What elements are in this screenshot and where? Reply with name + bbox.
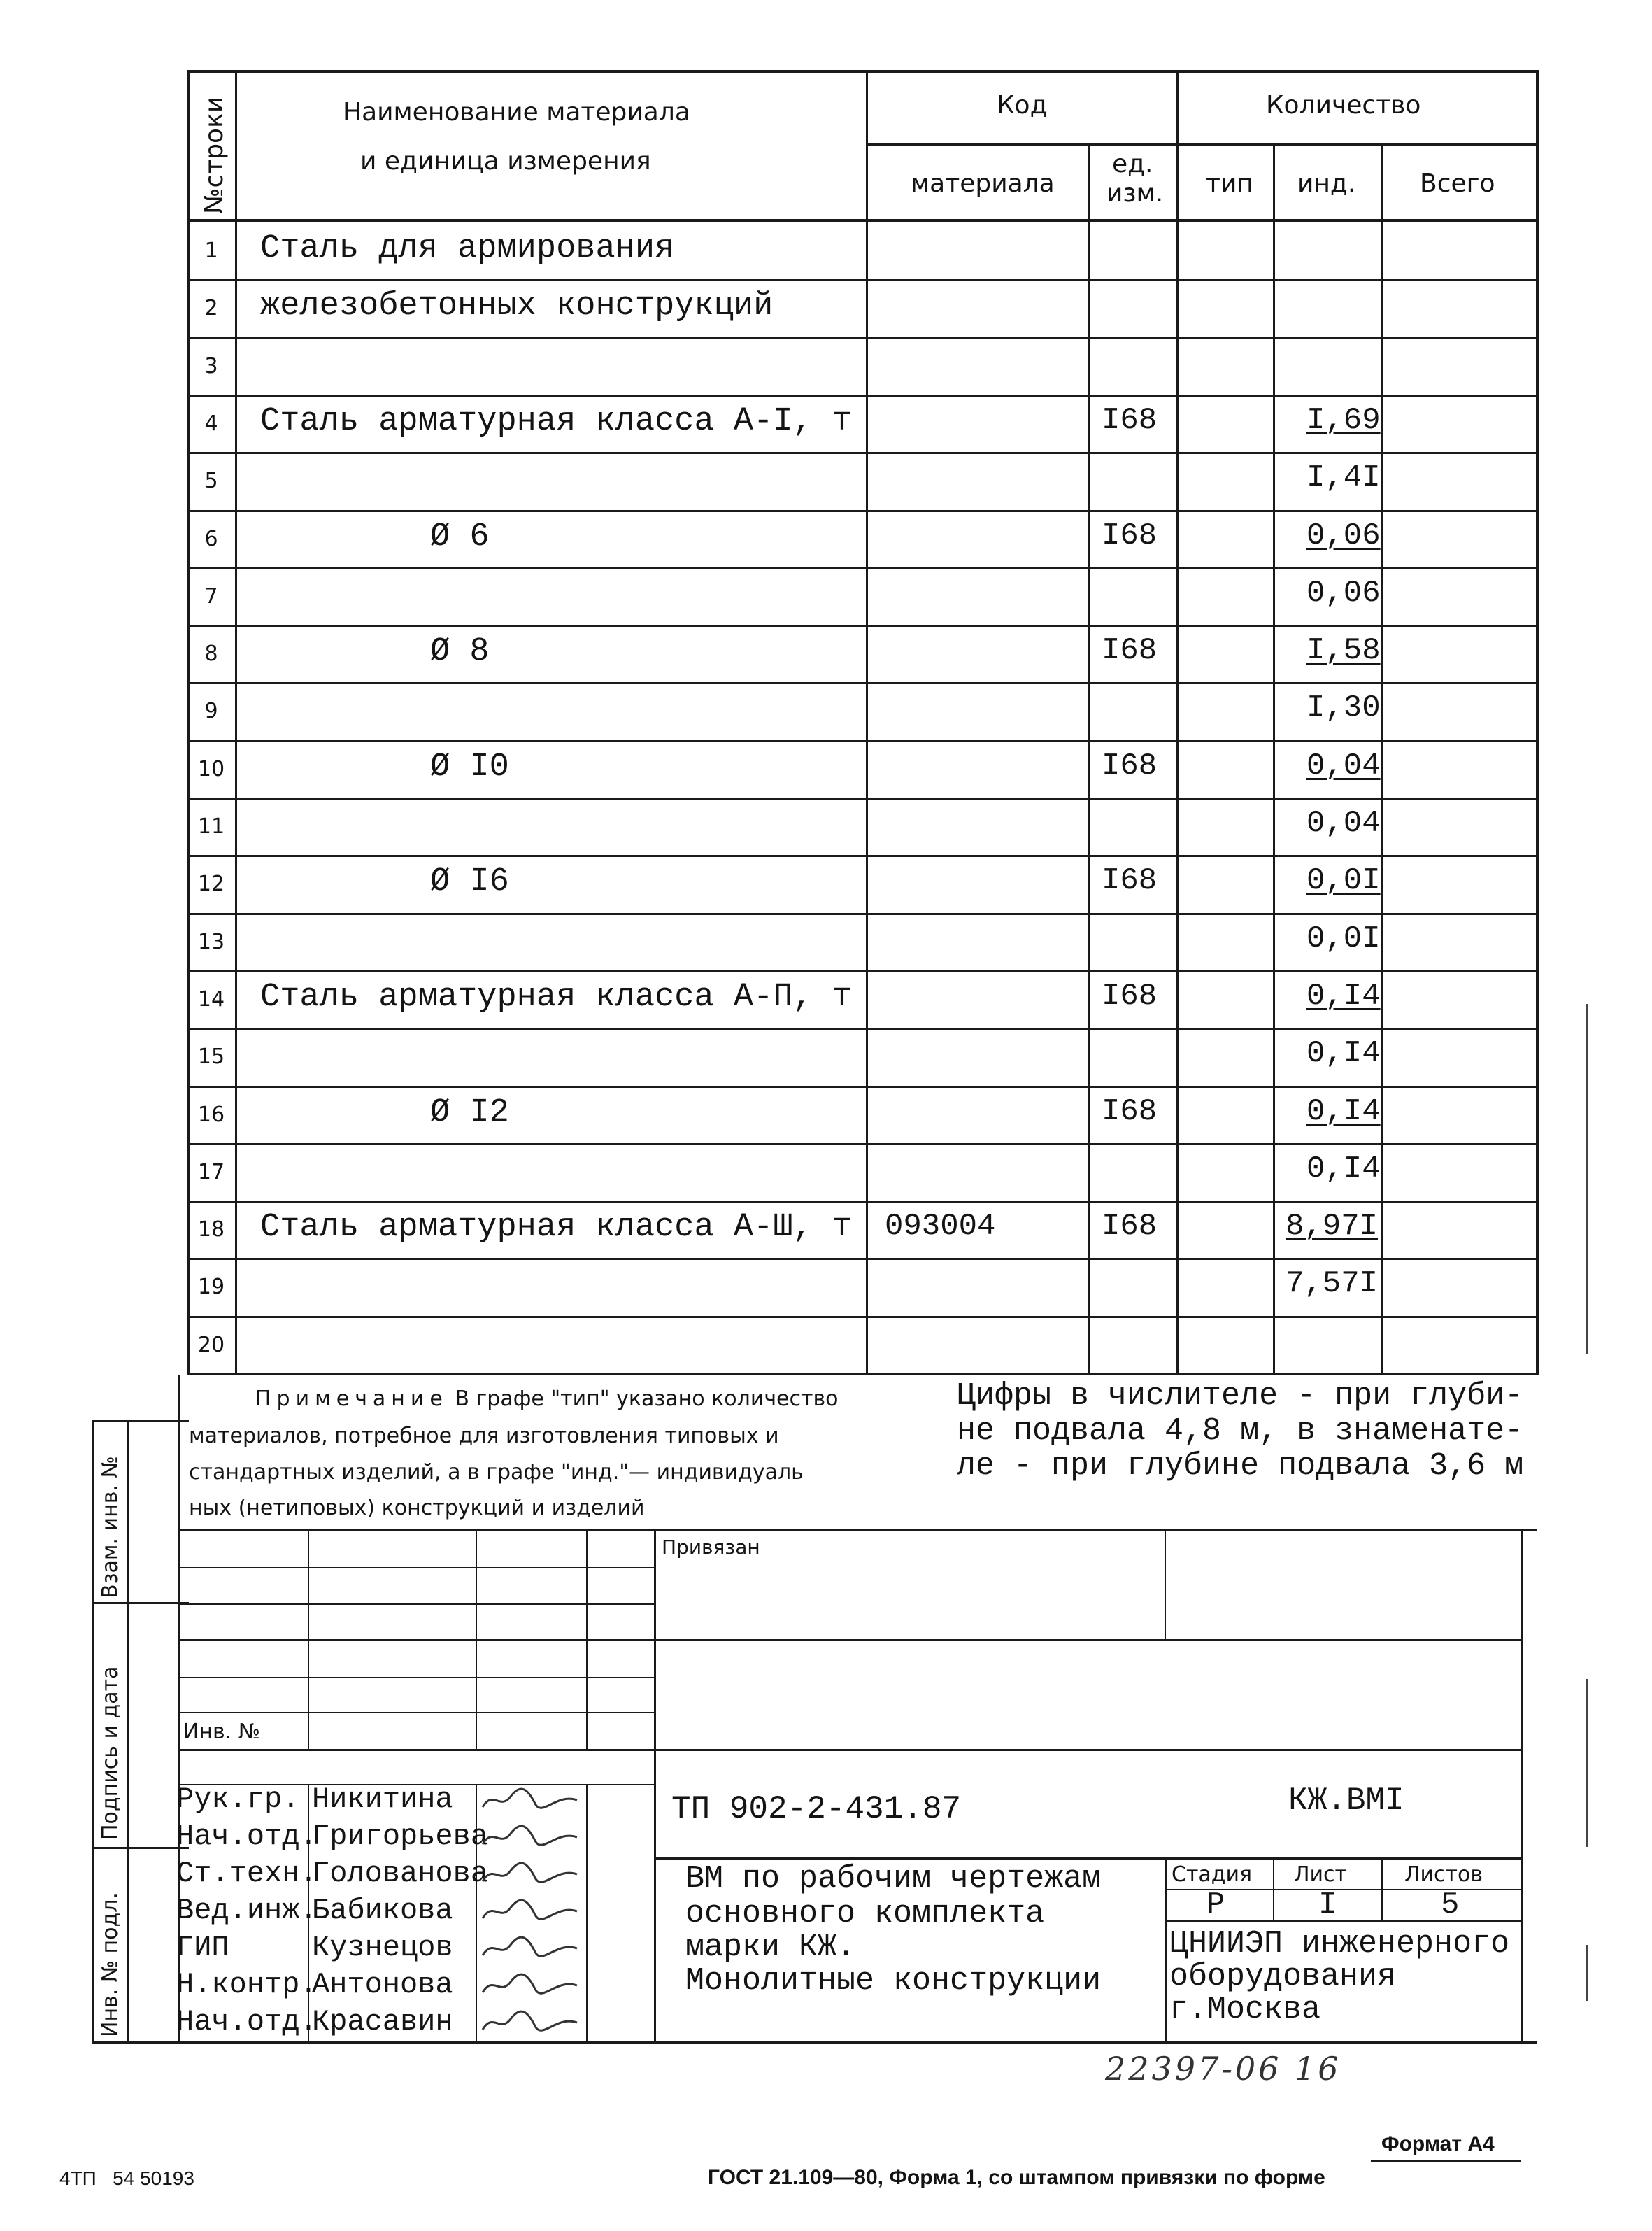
note-right-1: Цифры в числителе - при глуби-	[957, 1378, 1524, 1414]
privyazan-label: Привязан	[662, 1536, 760, 1559]
signature-scribble	[479, 1783, 584, 1818]
signatory-role: Вед.инж.	[176, 1894, 318, 1927]
row-name: Ø 8	[430, 633, 490, 671]
row-name: железобетонных конструкций	[260, 288, 774, 325]
row-ind-qty: 0,I4	[1306, 1151, 1381, 1187]
row-separator	[187, 1143, 1539, 1145]
sheet-label: Лист	[1294, 1862, 1348, 1887]
header-name-line1: Наименование материала	[343, 98, 690, 127]
row-number: 17	[197, 1159, 225, 1184]
header-code: Код	[997, 91, 1048, 120]
doc-title-1: ВМ по рабочим чертежам	[685, 1861, 1102, 1897]
row-unit: I68	[1102, 863, 1158, 899]
header-code-unit-2: изм.	[1106, 179, 1164, 208]
row-separator	[187, 970, 1539, 972]
row-unit: I68	[1102, 978, 1158, 1014]
stage-value: Р	[1206, 1888, 1225, 1922]
row-number: 2	[204, 296, 218, 321]
row-number: 14	[197, 986, 225, 1012]
row-separator	[187, 798, 1539, 800]
row-unit: I68	[1102, 518, 1158, 553]
signatory-role: Н.контр.	[176, 1968, 318, 2002]
sheets-label: Листов	[1404, 1862, 1483, 1887]
signatory-role: Нач.отд.	[176, 1820, 318, 1853]
side-inv-podl: Инв. № подл.	[98, 1892, 122, 2037]
row-number: 15	[197, 1044, 225, 1070]
row-unit: I68	[1102, 748, 1158, 784]
row-separator	[187, 510, 1539, 512]
signatory-name: Бабикова	[312, 1894, 453, 1927]
header-code-unit-1: ед.	[1112, 150, 1153, 178]
signature-scribble	[479, 1857, 584, 1892]
row-number: 7	[204, 583, 218, 609]
signatory-name: Голованова	[312, 1857, 489, 1890]
header-quantity: Количество	[1266, 91, 1421, 120]
header-qty-ind: инд.	[1297, 169, 1356, 198]
doc-code: ТП 902-2-431.87	[671, 1791, 962, 1827]
row-number: 9	[204, 699, 218, 724]
header-row-number: №строки	[200, 96, 229, 214]
footer-rule	[1371, 2160, 1521, 2162]
row-separator	[187, 913, 1539, 915]
right-edge-mark	[1586, 1945, 1588, 2001]
row-number: 10	[197, 756, 225, 781]
signatory-role: ГИП	[176, 1931, 229, 1964]
signatory-role: Рук.гр.	[176, 1783, 300, 1816]
row-separator	[187, 625, 1539, 627]
doc-title-3: марки КЖ.	[685, 1929, 856, 1965]
row-ind-qty: I,58	[1306, 633, 1381, 669]
header-qty-total: Всего	[1420, 169, 1495, 198]
signatory-role: Ст.техн.	[176, 1857, 318, 1890]
row-unit: I68	[1102, 633, 1158, 669]
row-ind-qty: I,69	[1306, 402, 1381, 438]
row-separator	[187, 1028, 1539, 1030]
row-name: Ø I2	[430, 1093, 509, 1131]
sheet-value: I	[1318, 1888, 1337, 1922]
row-number: 3	[204, 353, 218, 378]
note-line-4: ных (нетиповых) конструкций и изделий	[189, 1496, 645, 1520]
row-ind-qty: 0,0I	[1306, 921, 1381, 956]
signatory-name: Никитина	[312, 1783, 453, 1816]
row-number: 4	[204, 411, 218, 436]
row-name: Ø 6	[430, 518, 490, 555]
row-number: 1	[204, 239, 218, 263]
row-number: 19	[197, 1275, 225, 1300]
header-name-line2: и единица измерения	[360, 147, 651, 176]
signatory-role: Нач.отд.	[176, 2005, 318, 2039]
signatory-name: Григорьева	[312, 1820, 489, 1853]
row-separator	[187, 1316, 1539, 1318]
header-code-material: материала	[911, 169, 1055, 198]
signature-scribble	[479, 1820, 584, 1855]
org-line-1: ЦНИИЭП инженерного	[1169, 1926, 1510, 1962]
row-ind-qty: 0,I4	[1306, 978, 1381, 1014]
row-unit: I68	[1102, 1093, 1158, 1129]
row-separator	[187, 395, 1539, 397]
handwritten-number: 22397-06 16	[1105, 2050, 1341, 2088]
row-number: 20	[197, 1332, 225, 1357]
row-number: 11	[197, 814, 225, 839]
row-separator	[187, 855, 1539, 857]
row-name: Сталь арматурная класса А-I, т	[260, 402, 853, 440]
signature-scribble	[479, 1931, 584, 1966]
row-ind-qty: 0,04	[1306, 806, 1381, 841]
signature-scribble	[479, 1968, 584, 2003]
row-separator	[187, 1201, 1539, 1203]
row-number: 8	[204, 642, 218, 667]
right-edge-mark	[1586, 1004, 1588, 1354]
row-ind-qty: 0,I4	[1306, 1036, 1381, 1072]
stage-label: Стадия	[1172, 1862, 1253, 1887]
row-name: Сталь арматурная класса А-Ш, т	[260, 1209, 853, 1247]
note-line-2: материалов, потребное для изготовления типовых и	[189, 1424, 779, 1448]
org-line-2: оборудования	[1169, 1959, 1397, 1995]
side-vzam-inv: Взам. инв. №	[98, 1456, 122, 1599]
org-line-3: г.Москва	[1169, 1992, 1321, 2027]
row-ind-qty: 0,I4	[1306, 1093, 1381, 1129]
inv-no-label: Инв. №	[183, 1720, 261, 1744]
row-unit: I68	[1102, 1209, 1158, 1245]
note-line-1: В графе "тип" указано количество	[448, 1387, 839, 1411]
row-separator	[187, 1086, 1539, 1088]
row-name: Сталь арматурная класса А-П, т	[260, 978, 853, 1016]
signature-scribble	[479, 2005, 584, 2040]
signature-scribble	[479, 1894, 584, 1929]
side-podpis-data: Подпись и дата	[98, 1666, 122, 1840]
row-name: Ø I6	[430, 863, 509, 901]
doc-mark: КЖ.ВМI	[1288, 1783, 1404, 1819]
footer-left-code: 4ТП 54 50193	[59, 2167, 194, 2189]
note-right-3: ле - при глубине подвала 3,6 м	[957, 1448, 1524, 1484]
row-ind-qty: 0,0I	[1306, 863, 1381, 899]
row-number: 18	[197, 1217, 225, 1242]
footer-gost: ГОСТ 21.109—80, Форма 1, со штампом привязки по форме	[708, 2166, 1325, 2189]
row-ind-qty: 7,57I	[1286, 1266, 1379, 1302]
row-unit: I68	[1102, 402, 1158, 438]
row-number: 5	[204, 469, 218, 494]
signatory-name: Кузнецов	[312, 1931, 453, 1964]
row-name: Сталь для армирования	[260, 230, 675, 267]
row-number: 16	[197, 1102, 225, 1127]
row-number: 13	[197, 929, 225, 954]
row-ind-qty: 0,06	[1306, 518, 1381, 553]
row-number: 6	[204, 526, 218, 551]
row-code: 093004	[885, 1209, 996, 1245]
doc-title-2: основного комплекта	[685, 1896, 1045, 1932]
doc-title-4: Монолитные конструкции	[685, 1963, 1102, 1999]
signatory-name: Красавин	[312, 2005, 453, 2039]
note-line-3: стандартных изделий, а в графе "инд."— индивидуаль	[189, 1460, 804, 1485]
row-separator	[187, 740, 1539, 742]
row-number: 12	[197, 872, 225, 897]
row-separator	[187, 1258, 1539, 1260]
row-separator	[187, 567, 1539, 569]
signatory-name: Антонова	[312, 1968, 453, 2002]
row-separator	[187, 279, 1539, 281]
note-right-2: не подвала 4,8 м, в знаменате-	[957, 1413, 1524, 1449]
row-name: Ø I0	[430, 748, 509, 786]
row-ind-qty: I,4I	[1306, 460, 1381, 496]
row-ind-qty: 8,97I	[1286, 1209, 1379, 1245]
row-ind-qty: I,30	[1306, 690, 1381, 726]
right-edge-mark	[1586, 1679, 1588, 1847]
sheets-value: 5	[1441, 1888, 1460, 1922]
row-separator	[187, 452, 1539, 454]
row-ind-qty: 0,06	[1306, 575, 1381, 611]
row-separator	[187, 682, 1539, 684]
header-qty-type: тип	[1206, 169, 1253, 198]
format-label: Формат А4	[1381, 2132, 1495, 2155]
note-label: Примечание	[255, 1387, 448, 1411]
row-separator	[187, 337, 1539, 339]
row-ind-qty: 0,04	[1306, 748, 1381, 784]
